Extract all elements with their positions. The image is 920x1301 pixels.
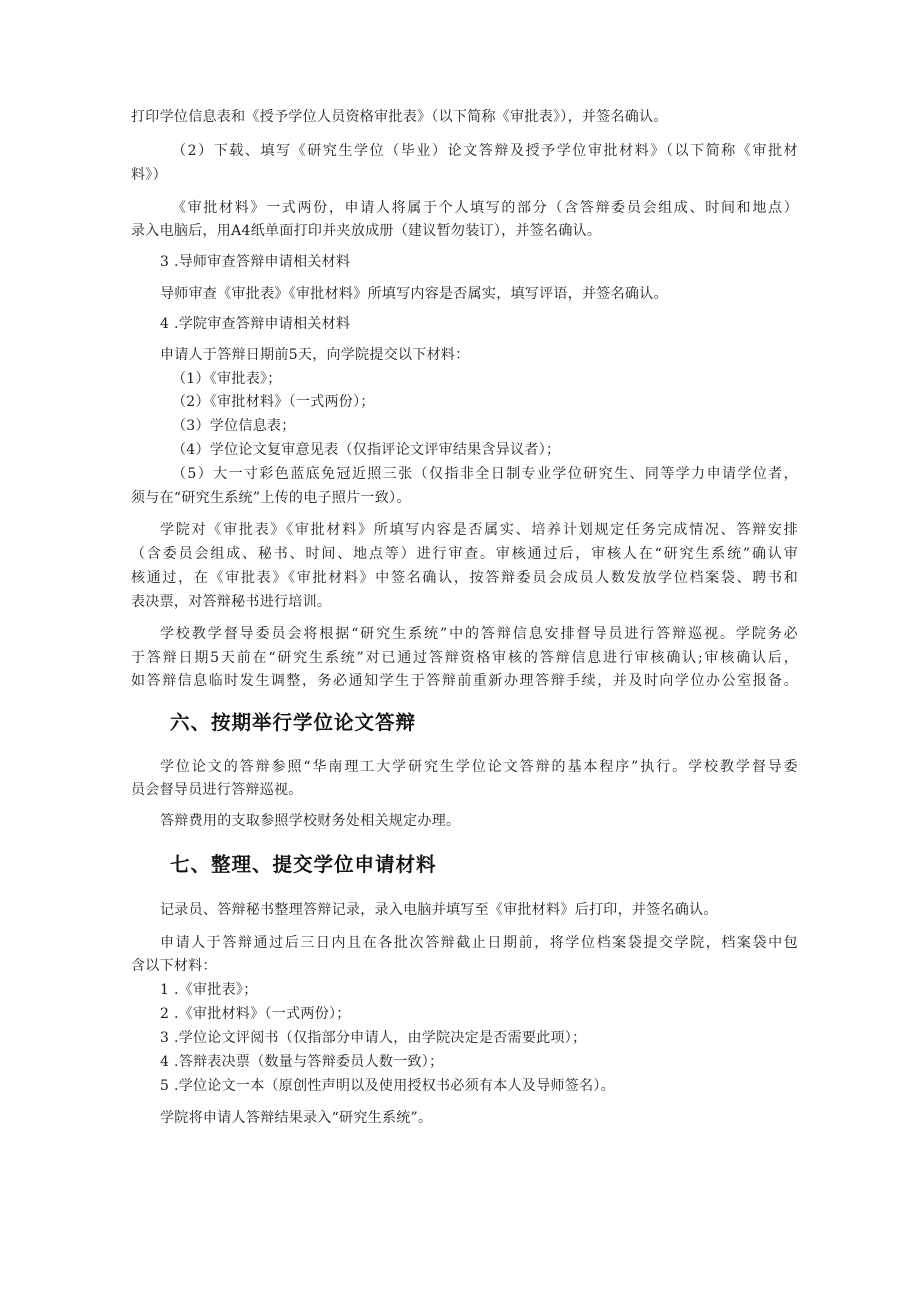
list-item: 4 .答辩表决票（数量与答辩委员人数一致）； [160, 1054, 444, 1070]
list-item-cont: 须与在“研究生系统”上传的电子照片一致）。 [131, 490, 411, 506]
paragraph-defense-procedure-cont: 员会督导员进行答辩巡视。 [131, 782, 303, 798]
section-heading-college-review: 4 .学院审查答辩申请相关材料 [160, 316, 351, 332]
section-title-submit: 七、整理、提交学位申请材料 [170, 853, 437, 876]
paragraph-submit-materials: 申请人于答辩日期前5天，向学院提交以下材料： [160, 347, 470, 363]
paragraph-supervision: 学校教学督导委员会将根据“研究生系统”中的答辩信息安排督导员进行答辩巡视。学院务必 [160, 626, 798, 642]
list-item: （3）学位信息表； [172, 418, 296, 434]
paragraph-materials-copies-cont: 录入电脑后，用A4纸单面打印并夹放成册（建议暂勿装订），并签名确认。 [131, 223, 602, 239]
paragraph-advisor-review: 导师审查《审批表》《审批材料》所填写内容是否属实，填写评语，并签名确认。 [160, 286, 668, 302]
paragraph-college-review: 学院对《审批表》《审批材料》所填写内容是否属实、培养计划规定任务完成情况、答辩安排 [160, 522, 798, 538]
paragraph-college-review-cont: 核通过，在《审批表》《审批材料》中签名确认，按答辩委员会成员人数发放学位档案袋、聘书和 [131, 570, 798, 586]
list-item: （5）大一寸彩色蓝底免冠近照三张（仅指非全日制专业学位研究生、同等学力申请学位者， [172, 466, 798, 482]
paragraph-college-review-cont: （含委员会组成、秘书、时间、地点等）进行审查。审核通过后，审核人在“研究生系统”确认审 [131, 546, 798, 562]
section-title-defense: 六、按期举行学位论文答辩 [170, 711, 417, 734]
paragraph-enter-results: 学院将申请人答辩结果录入“研究生系统”。 [160, 1110, 433, 1126]
list-item: 2 .《审批材料》（一式两份）； [160, 1006, 351, 1022]
paragraph-materials-copies: 《审批材料》一式两份，申请人将属于个人填写的部分（含答辩委员会组成、时间和地点） [172, 200, 798, 216]
paragraph-supervision-cont: 如答辩信息临时发生调整，务必通知学生于答辩前重新办理答辩手续，并及时向学位办公室报备。 [131, 673, 798, 689]
paragraph-records: 记录员、答辩秘书整理答辩记录，录入电脑并填写至《审批材料》后打印，并签名确认。 [160, 902, 718, 918]
paragraph-archive-bag: 申请人于答辩通过后三日内且在各批次答辩截止日期前，将学位档案袋提交学院，档案袋中包 [160, 935, 798, 951]
list-item: （1）《审批表》； [172, 371, 282, 387]
paragraph-defense-fees: 答辩费用的支取参照学校财务处相关规定办理。 [160, 813, 461, 829]
list-item: 3 .学位论文评阅书（仅指部分申请人，由学院决定是否需要此项）； [160, 1030, 587, 1046]
paragraph-download-materials-cont: 料》） [131, 167, 167, 183]
section-heading-advisor-review: 3 .导师审查答辩申请相关材料 [160, 254, 351, 270]
list-item: （2）《审批材料》（一式两份）； [172, 394, 375, 410]
paragraph-college-review-cont: 表决票，对答辩秘书进行培训。 [131, 594, 332, 610]
paragraph-archive-bag-cont: 含以下材料： [131, 958, 217, 974]
paragraph-supervision-cont: 于答辩日期5天前在“研究生系统”对已通过答辩资格审核的答辩信息进行审核确认;审核确认后， [131, 650, 798, 666]
paragraph-download-materials: （2）下载、填写《研究生学位（毕业）论文答辩及授予学位审批材料》（以下简称《审批材 [172, 143, 798, 159]
paragraph-print-info: 打印学位信息表和《授予学位人员资格审批表》（以下简称《审批表》），并签名确认。 [131, 109, 668, 125]
list-item: 1 .《审批表》； [160, 982, 258, 998]
list-item: 5 .学位论文一本（原创性声明以及使用授权书必须有本人及导师签名）。 [160, 1078, 616, 1094]
list-item: （4）学位论文复审意见表（仅指评论文评审结果含异议者）； [172, 442, 561, 458]
paragraph-defense-procedure: 学位论文的答辩参照“华南理工大学研究生学位论文答辩的基本程序”执行。学校教学督导委 [160, 759, 798, 775]
